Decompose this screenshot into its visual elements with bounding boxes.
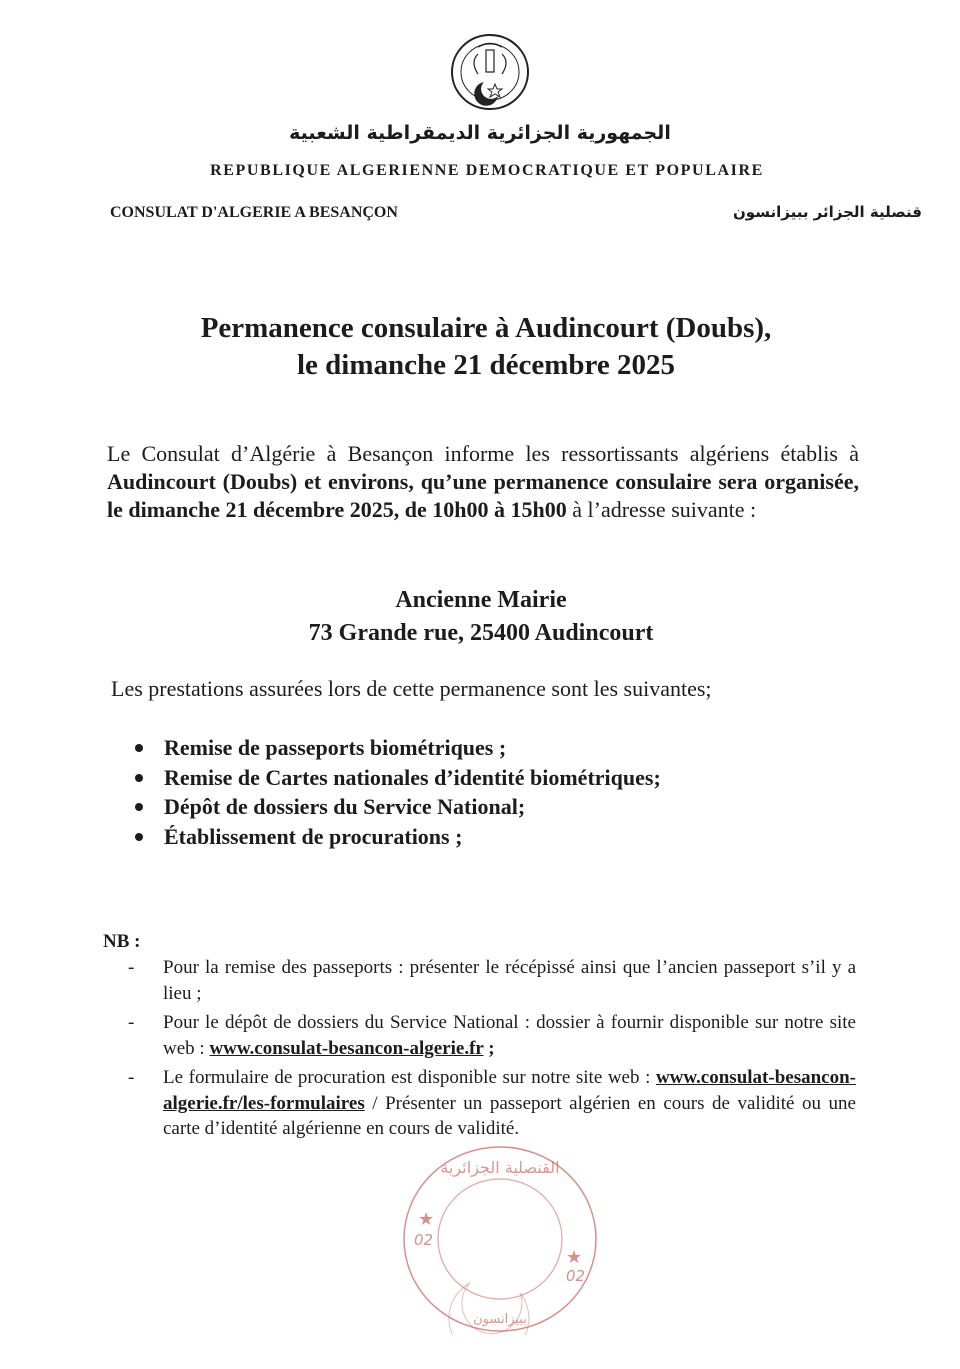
services-list (130, 733, 661, 851)
address-block (0, 584, 960, 650)
intro-paragraph (107, 440, 859, 524)
bullet-icon (135, 833, 143, 841)
svg-text:ببيزانسون: ببيزانسون (473, 1312, 527, 1327)
bullet-icon (135, 803, 143, 811)
list-item: Remise de Cartes nationales d’identité biométriques; (130, 763, 661, 793)
consulate-name-fr: CONSULAT D'ALGERIE A BESANÇON (110, 204, 398, 221)
dash-icon: - (128, 1067, 135, 1088)
address-name: Ancienne Mairie (395, 587, 567, 613)
svg-text:02: 02 (414, 1231, 434, 1249)
bullet-icon (135, 774, 143, 782)
dash-icon: - (128, 1012, 135, 1033)
document-title (0, 310, 960, 384)
website-link[interactable]: www.consulat-besancon-algerie.fr (209, 1037, 484, 1059)
svg-text:القنصلية الجزائرية: القنصلية الجزائرية (440, 1158, 560, 1177)
title-line-2: le dimanche 21 décembre 2025 (296, 349, 676, 381)
bullet-icon (135, 744, 143, 752)
list-item: Dépôt de dossiers du Service National; (130, 792, 661, 822)
arabic-republic-title: الجمهورية الجزائرية الديمقراطية الشعبية (289, 122, 671, 144)
list-item: - Le formulaire de procuration est disponible sur notre site web : www.consulat-besancon-algerie.fr/les-formulaires / Présenter un passeport algérien en cours de validité ou une carte d’identité algérienne en cours de validité. (128, 1067, 856, 1139)
star-icon: ★ (566, 1247, 583, 1268)
intro-text: Le Consulat d’Algérie à Besançon informe les ressortissants algériens établis à (107, 441, 859, 466)
services-intro: Les prestations assurées lors de cette permanence sont les suivantes; (111, 676, 712, 701)
list-item: Établissement de procurations ; (130, 822, 661, 852)
address-street: 73 Grande rue, 25400 Audincourt (308, 620, 654, 646)
algerian-emblem-icon (448, 32, 532, 112)
star-icon: ★ (418, 1209, 435, 1230)
nb-label: NB : (103, 931, 141, 952)
title-line-1: Permanence consulaire à Audincourt (Doubs), (200, 312, 772, 344)
list-item: - Pour la remise des passeports : présenter le récépissé ainsi que l’ancien passeport s’il y a lieu ; (128, 957, 856, 1004)
dash-icon: - (128, 957, 135, 978)
french-republic-title: REPUBLIQUE ALGERIENNE DEMOCRATIQUE ET POPULAIRE (210, 162, 764, 179)
intro-highlight: Audincourt (Doubs) et environs, qu’une permanence consulaire sera organisée, le dimanche 21 décembre 2025, de 10h00 à 15h00 (107, 469, 859, 522)
nb-list (128, 955, 856, 1146)
consulate-stamp (400, 1143, 600, 1335)
svg-text:02: 02 (566, 1267, 586, 1285)
forms-link[interactable]: www.consulat-besancon-algerie.fr/les-formulaires (163, 1067, 856, 1114)
intro-text-end: à l’adresse suivante : (566, 497, 757, 522)
consulate-name-ar: قنصلية الجزائر ببيزانسون (733, 203, 922, 221)
list-item: - Pour le dépôt de dossiers du Service National : dossier à fournir disponible sur notre site web : www.consulat-besancon-algerie.fr ; (128, 1012, 856, 1059)
list-item: Remise de passeports biométriques ; (130, 733, 661, 763)
